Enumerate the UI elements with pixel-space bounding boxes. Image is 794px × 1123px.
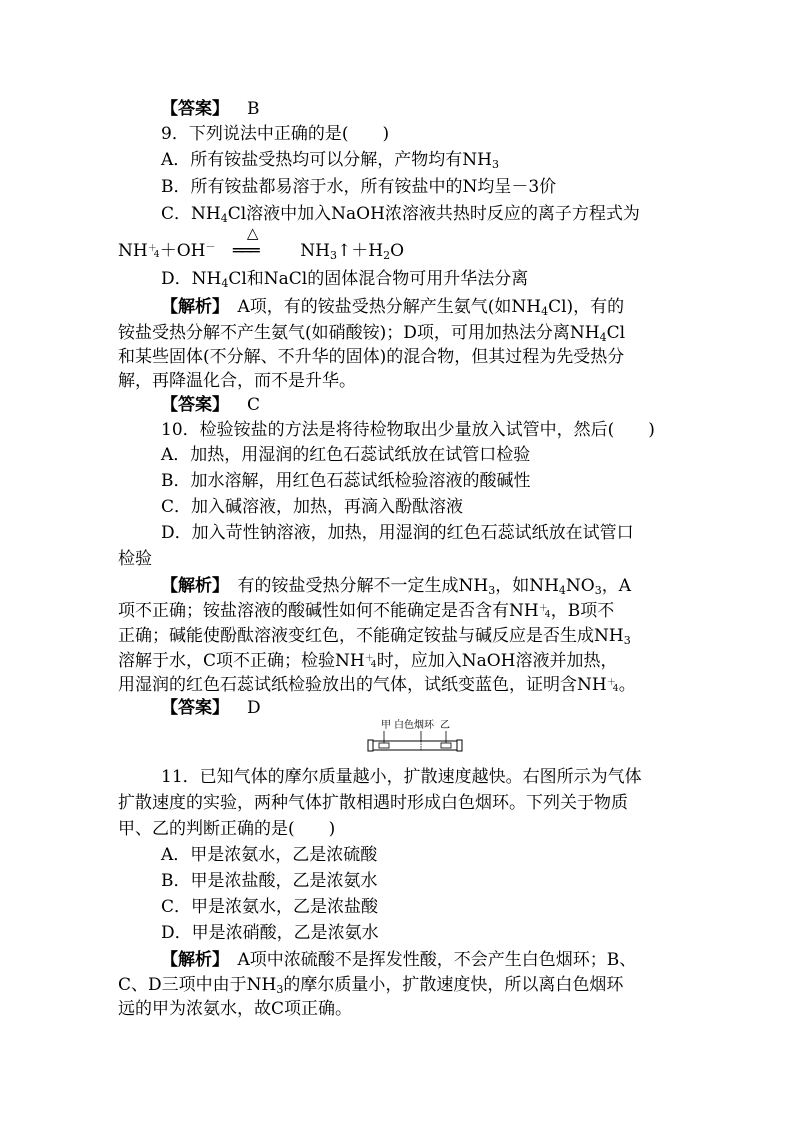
formula-nh4: NH — [118, 241, 148, 261]
subscript: 3 — [488, 584, 496, 597]
answer-tag: 【答案】 — [161, 698, 229, 718]
superscript: ＋ — [147, 244, 157, 254]
equals-sign: ═══ — [232, 241, 258, 261]
text: C、D三项中由于NH — [118, 975, 277, 995]
diffusion-tube-svg — [365, 717, 465, 759]
q10-option-d-line1: D．加入苛性钠溶液，加热，用湿润的红色石蕊试纸放在试管口 — [161, 523, 634, 543]
subscript: 4 — [221, 277, 229, 290]
subscript: 4 — [558, 584, 566, 597]
superscript: ＋ — [538, 604, 548, 614]
q11-option-d: D．甲是浓硝酸，乙是浓氨水 — [161, 923, 379, 943]
text: 有的铵盐受热分解不一定生成NH — [220, 576, 489, 596]
answer-line-9 — [161, 394, 260, 416]
text: A项中浓硫酸不是挥发性酸，不会产生白色烟环；B、 — [220, 950, 637, 970]
superscript: ＋ — [364, 654, 374, 664]
q10-solution-line3 — [118, 625, 631, 652]
q9-solution-line1 — [161, 296, 624, 323]
subscript: 4 — [612, 684, 619, 694]
subscript: 3 — [329, 249, 337, 262]
superscript: － — [205, 242, 216, 253]
text: 。 — [618, 675, 636, 695]
q11-solution-line1 — [161, 949, 636, 971]
text: Cl — [606, 323, 626, 343]
answer-value: B — [247, 99, 260, 119]
q11-solution-line2 — [118, 974, 623, 1001]
q10-solution-line1 — [161, 575, 631, 602]
q9-option-c-equation — [118, 224, 404, 267]
question-11-line1: 11．已知气体的摩尔质量越小，扩散速度越快。右图所示为气体 — [161, 767, 642, 787]
answer-tag: 【答案】 — [161, 395, 229, 415]
question-9-stem: 9．下列说法中正确的是( ) — [161, 124, 390, 144]
superscript: ＋ — [606, 678, 616, 688]
q9-solution-line3: 和某些固体(不分解、不升华的固体)的混合物，但其过程为先受热分 — [118, 347, 625, 367]
q9-option-a-text: A．所有铵盐受热均可以分解，产物均有NH — [161, 150, 492, 170]
text: 溶解于水，C项不正确；检验NH — [118, 651, 365, 671]
q10-solution-line2 — [118, 600, 614, 622]
subscript: 3 — [594, 584, 602, 597]
text: Cl和NaCl的固体混合物可用升华法分离 — [228, 269, 529, 289]
subscript: 4 — [599, 331, 607, 344]
question-10-stem: 10．检验铵盐的方法是将待检物取出少量放入试管中，然后( ) — [161, 420, 655, 440]
q9-option-d — [161, 268, 528, 295]
answer-line-10 — [161, 697, 261, 719]
q11-option-a: A．甲是浓氨水，乙是浓硫酸 — [161, 845, 378, 865]
diffusion-tube-diagram — [365, 717, 465, 759]
heat-symbol: △ — [246, 224, 259, 242]
ion-marks — [538, 604, 551, 620]
text: D．NH — [161, 269, 222, 289]
tube-stopper-right — [457, 740, 462, 751]
q10-option-b: B．加水溶解，用红色石蕊试纸检验溶液的酸碱性 — [161, 471, 531, 491]
text: ，B项不 — [550, 601, 615, 621]
text: Cl)，有的 — [548, 297, 625, 317]
analysis-tag: 【解析】 — [161, 950, 221, 970]
answer-tag: 【答案】 — [161, 99, 229, 119]
analysis-tag: 【解析】 — [161, 576, 221, 596]
cotton-yi — [441, 743, 451, 748]
text: 的摩尔质量小，扩散速度快，所以离白色烟环 — [283, 975, 624, 995]
label-white-smoke-ring: 白色烟环 — [394, 720, 434, 731]
text: ，如NH — [495, 576, 559, 596]
text: NH — [300, 241, 330, 261]
q9-option-a — [161, 149, 499, 176]
q10-solution-line4 — [118, 650, 618, 672]
text: 时，应加入NaOH溶液并加热， — [376, 651, 618, 671]
q9-option-c-line1 — [161, 203, 640, 230]
q11-option-c: C．甲是浓氨水，乙是浓盐酸 — [161, 897, 379, 917]
label-jia: 甲 — [381, 720, 391, 731]
subscript: 4 — [541, 305, 549, 318]
subscript: 3 — [623, 634, 631, 647]
answer-line-8 — [161, 98, 260, 120]
subscript: 3 — [491, 158, 499, 171]
text: 用湿润的红色石蕊试纸检验放出的气体，试纸变蓝色，证明含NH — [118, 675, 607, 695]
question-11-line2: 扩散速度的实验，两种气体扩散相遇时形成白色烟环。下列关于物质 — [118, 793, 628, 813]
q9-solution-line4: 解，再降温化合，而不是升华。 — [118, 371, 356, 391]
cotton-jia — [379, 743, 389, 748]
text: NO — [565, 576, 595, 596]
analysis-tag: 【解析】 — [161, 297, 221, 317]
label-yi: 乙 — [440, 720, 450, 731]
q9-option-b: B．所有铵盐都易溶于水，所有铵盐中的N均呈－3价 — [161, 177, 557, 197]
text: C．NH — [161, 204, 221, 224]
q11-solution-line3: 远的甲为浓氨水，故C项正确。 — [118, 999, 353, 1019]
ion-marks — [364, 654, 377, 670]
q10-option-a: A．加热，用湿润的红色石蕊试纸放在试管口检验 — [161, 445, 531, 465]
text: ，A — [601, 576, 631, 596]
text: 铵盐受热分解不产生氨气(如硝酸铵)；D项，可用加热法分离NH — [118, 323, 600, 343]
q10-solution-line5 — [118, 674, 636, 696]
ion-marks — [606, 678, 619, 694]
tube-stopper-left — [368, 740, 373, 751]
text: ↑＋H — [336, 241, 384, 261]
text: Cl溶液中加入NaOH浓溶液共热时反应的离子方程式为 — [227, 204, 640, 224]
question-11-line3: 甲、乙的判断正确的是( ) — [118, 819, 336, 839]
text: 项不正确；铵盐溶液的酸碱性如何不能确定是否含有NH — [118, 601, 539, 621]
subscript: 4 — [544, 610, 551, 620]
text: ＋OH — [159, 241, 206, 261]
subscript: 4 — [220, 212, 228, 225]
subscript: 4 — [370, 660, 377, 670]
text: A项，有的铵盐受热分解产生氨气(如NH — [220, 297, 542, 317]
q10-option-d-line2: 检验 — [118, 549, 152, 569]
q9-solution-line2 — [118, 322, 625, 349]
text: 正确；碱能使酚酞溶液变红色，不能确定铵盐与碱反应是否生成NH — [118, 626, 624, 646]
q11-option-b: B．甲是浓盐酸，乙是浓氨水 — [161, 871, 378, 891]
answer-value: D — [247, 698, 261, 718]
text: O — [390, 241, 404, 261]
subscript: 4 — [153, 250, 160, 260]
answer-value: C — [247, 395, 261, 415]
subscript: 3 — [276, 983, 284, 996]
ion-marks — [147, 244, 160, 260]
q10-option-c: C．加入碱溶液，加热，再滴入酚酞溶液 — [161, 497, 464, 517]
subscript: 2 — [383, 249, 391, 262]
heat-arrow — [232, 224, 283, 262]
